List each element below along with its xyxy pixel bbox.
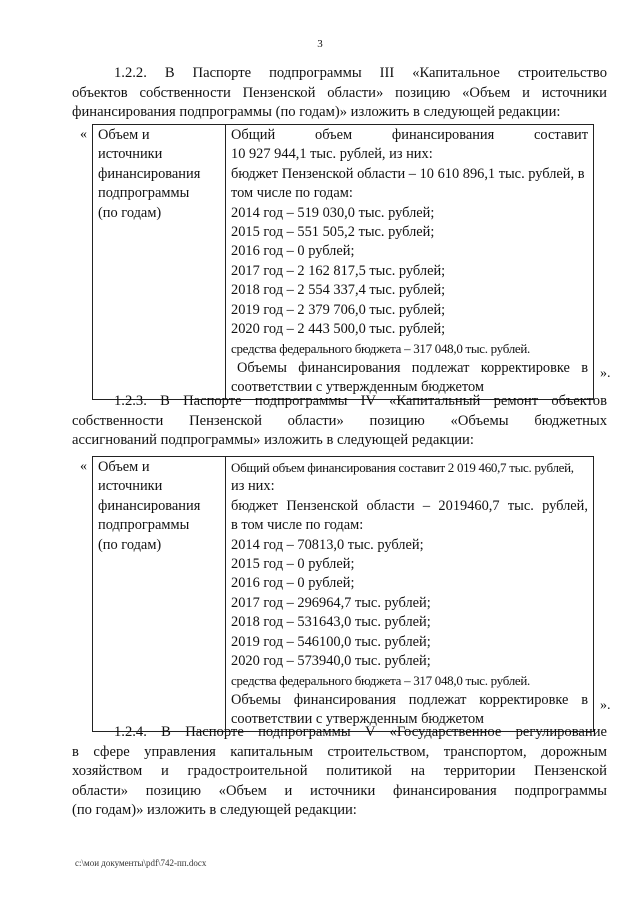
value-line: соответствии с утвержденным бюджетом xyxy=(231,711,485,728)
paragraph-line: 1.2.3. В Паспорте подпрограммы IV «Капитальный ремонт объектов xyxy=(114,393,607,409)
value-line: Общий объем финансирования составит xyxy=(231,127,588,143)
value-line: том числе по годам: xyxy=(231,185,353,202)
paragraph-line: области» позицию «Объем и источники финансирования подпрограммы xyxy=(72,782,607,799)
value-line: из них: xyxy=(231,478,275,495)
value-line: Объемы финансирования подлежат корректировке в xyxy=(237,359,588,376)
paragraph-line: финансирования подпрограммы (по годам)» изложить в следующей редакции: xyxy=(72,104,561,120)
value-line: Общий объем финансирования составит 2 019 460,7 тыс. рублей, xyxy=(231,460,574,475)
label-line: (по годам) xyxy=(98,204,162,221)
label-line: подпрограммы xyxy=(98,517,190,534)
value-line: Объемы финансирования подлежат корректировке в xyxy=(231,691,588,708)
table-value-cell xyxy=(226,457,594,732)
close-quote: ». xyxy=(600,366,611,381)
page-number: 3 xyxy=(317,38,323,50)
value-line: 2019 год – 546100,0 тыс. рублей; xyxy=(231,633,431,650)
value-line: 2014 год – 519 030,0 тыс. рублей; xyxy=(231,204,435,221)
funding-table-subprogram-3 xyxy=(92,124,594,400)
funding-table-subprogram-4 xyxy=(92,456,594,732)
label-line: источники xyxy=(98,478,163,495)
value-line: 2014 год – 70813,0 тыс. рублей; xyxy=(231,536,424,553)
paragraph-1-2-2 xyxy=(72,64,607,123)
paragraph-line: (по годам)» изложить в следующей редакции: xyxy=(72,802,357,818)
label-line: (по годам) xyxy=(98,536,162,553)
value-line: 2016 год – 0 рублей; xyxy=(231,243,355,260)
label-line: финансирования xyxy=(98,497,201,514)
value-line: 2017 год – 296964,7 тыс. рублей; xyxy=(231,594,431,611)
label-line: Объем и xyxy=(98,127,150,143)
paragraph-line: хозяйством и градостроительной политикой на территории Пензенской xyxy=(72,763,607,779)
value-line: в том числе по годам: xyxy=(231,517,364,534)
label-line: подпрограммы xyxy=(98,185,190,202)
paragraph-line: в сфере управления капитальным строительством, транспортом, дорожным xyxy=(72,743,607,760)
paragraph-line: ассигнований подпрограммы» изложить в следующей редакции: xyxy=(72,432,474,448)
paragraph-1-2-3 xyxy=(72,392,607,451)
value-line: соответствии с утвержденным бюджетом xyxy=(231,379,485,396)
paragraph-line: 1.2.4. В Паспорте подпрограммы V «Государственное регулирование xyxy=(114,724,607,740)
value-line: средства федерального бюджета – 317 048,0 тыс. рублей. xyxy=(231,341,530,357)
table-label-cell xyxy=(93,457,226,732)
label-line: финансирования xyxy=(98,165,201,182)
open-quote: « xyxy=(80,459,87,474)
value-line: 2016 год – 0 рублей; xyxy=(231,575,355,592)
close-quote: ». xyxy=(600,698,611,713)
paragraph-line: объектов собственности Пензенской области» позицию «Объем и источники xyxy=(72,84,607,101)
value-line: средства федерального бюджета – 317 048,0 тыс. рублей. xyxy=(231,673,530,689)
file-path-footer: c:\мои документы\pdf\742-пп.docx xyxy=(75,858,207,868)
value-line: бюджет Пензенской области – 2019460,7 тыс. рублей, xyxy=(231,497,588,514)
value-line: 2015 год – 551 505,2 тыс. рублей; xyxy=(231,224,435,241)
paragraph-line: собственности Пензенской области» позицию «Объемы бюджетных xyxy=(72,412,607,429)
value-line: 10 927 944,1 тыс. рублей, из них: xyxy=(231,146,433,163)
table-label-cell xyxy=(93,125,226,400)
value-line: 2018 год – 2 554 337,4 тыс. рублей; xyxy=(231,282,446,299)
table-value-cell xyxy=(226,125,594,400)
value-line: 2020 год – 2 443 500,0 тыс. рублей; xyxy=(231,321,446,338)
value-line: 2019 год – 2 379 706,0 тыс. рублей; xyxy=(231,301,446,318)
label-line: источники xyxy=(98,146,163,163)
value-line: 2017 год – 2 162 817,5 тыс. рублей; xyxy=(231,262,446,279)
paragraph-1-2-4 xyxy=(72,723,607,821)
paragraph-line: 1.2.2. В Паспорте подпрограммы III «Капитальное строительство xyxy=(114,65,607,81)
value-line: 2020 год – 573940,0 тыс. рублей; xyxy=(231,653,431,670)
label-line: Объем и xyxy=(98,459,150,475)
value-line: бюджет Пензенской области – 10 610 896,1 тыс. рублей, в xyxy=(231,165,585,182)
value-line: 2018 год – 531643,0 тыс. рублей; xyxy=(231,614,431,631)
open-quote: « xyxy=(80,127,87,142)
value-line: 2015 год – 0 рублей; xyxy=(231,556,355,573)
